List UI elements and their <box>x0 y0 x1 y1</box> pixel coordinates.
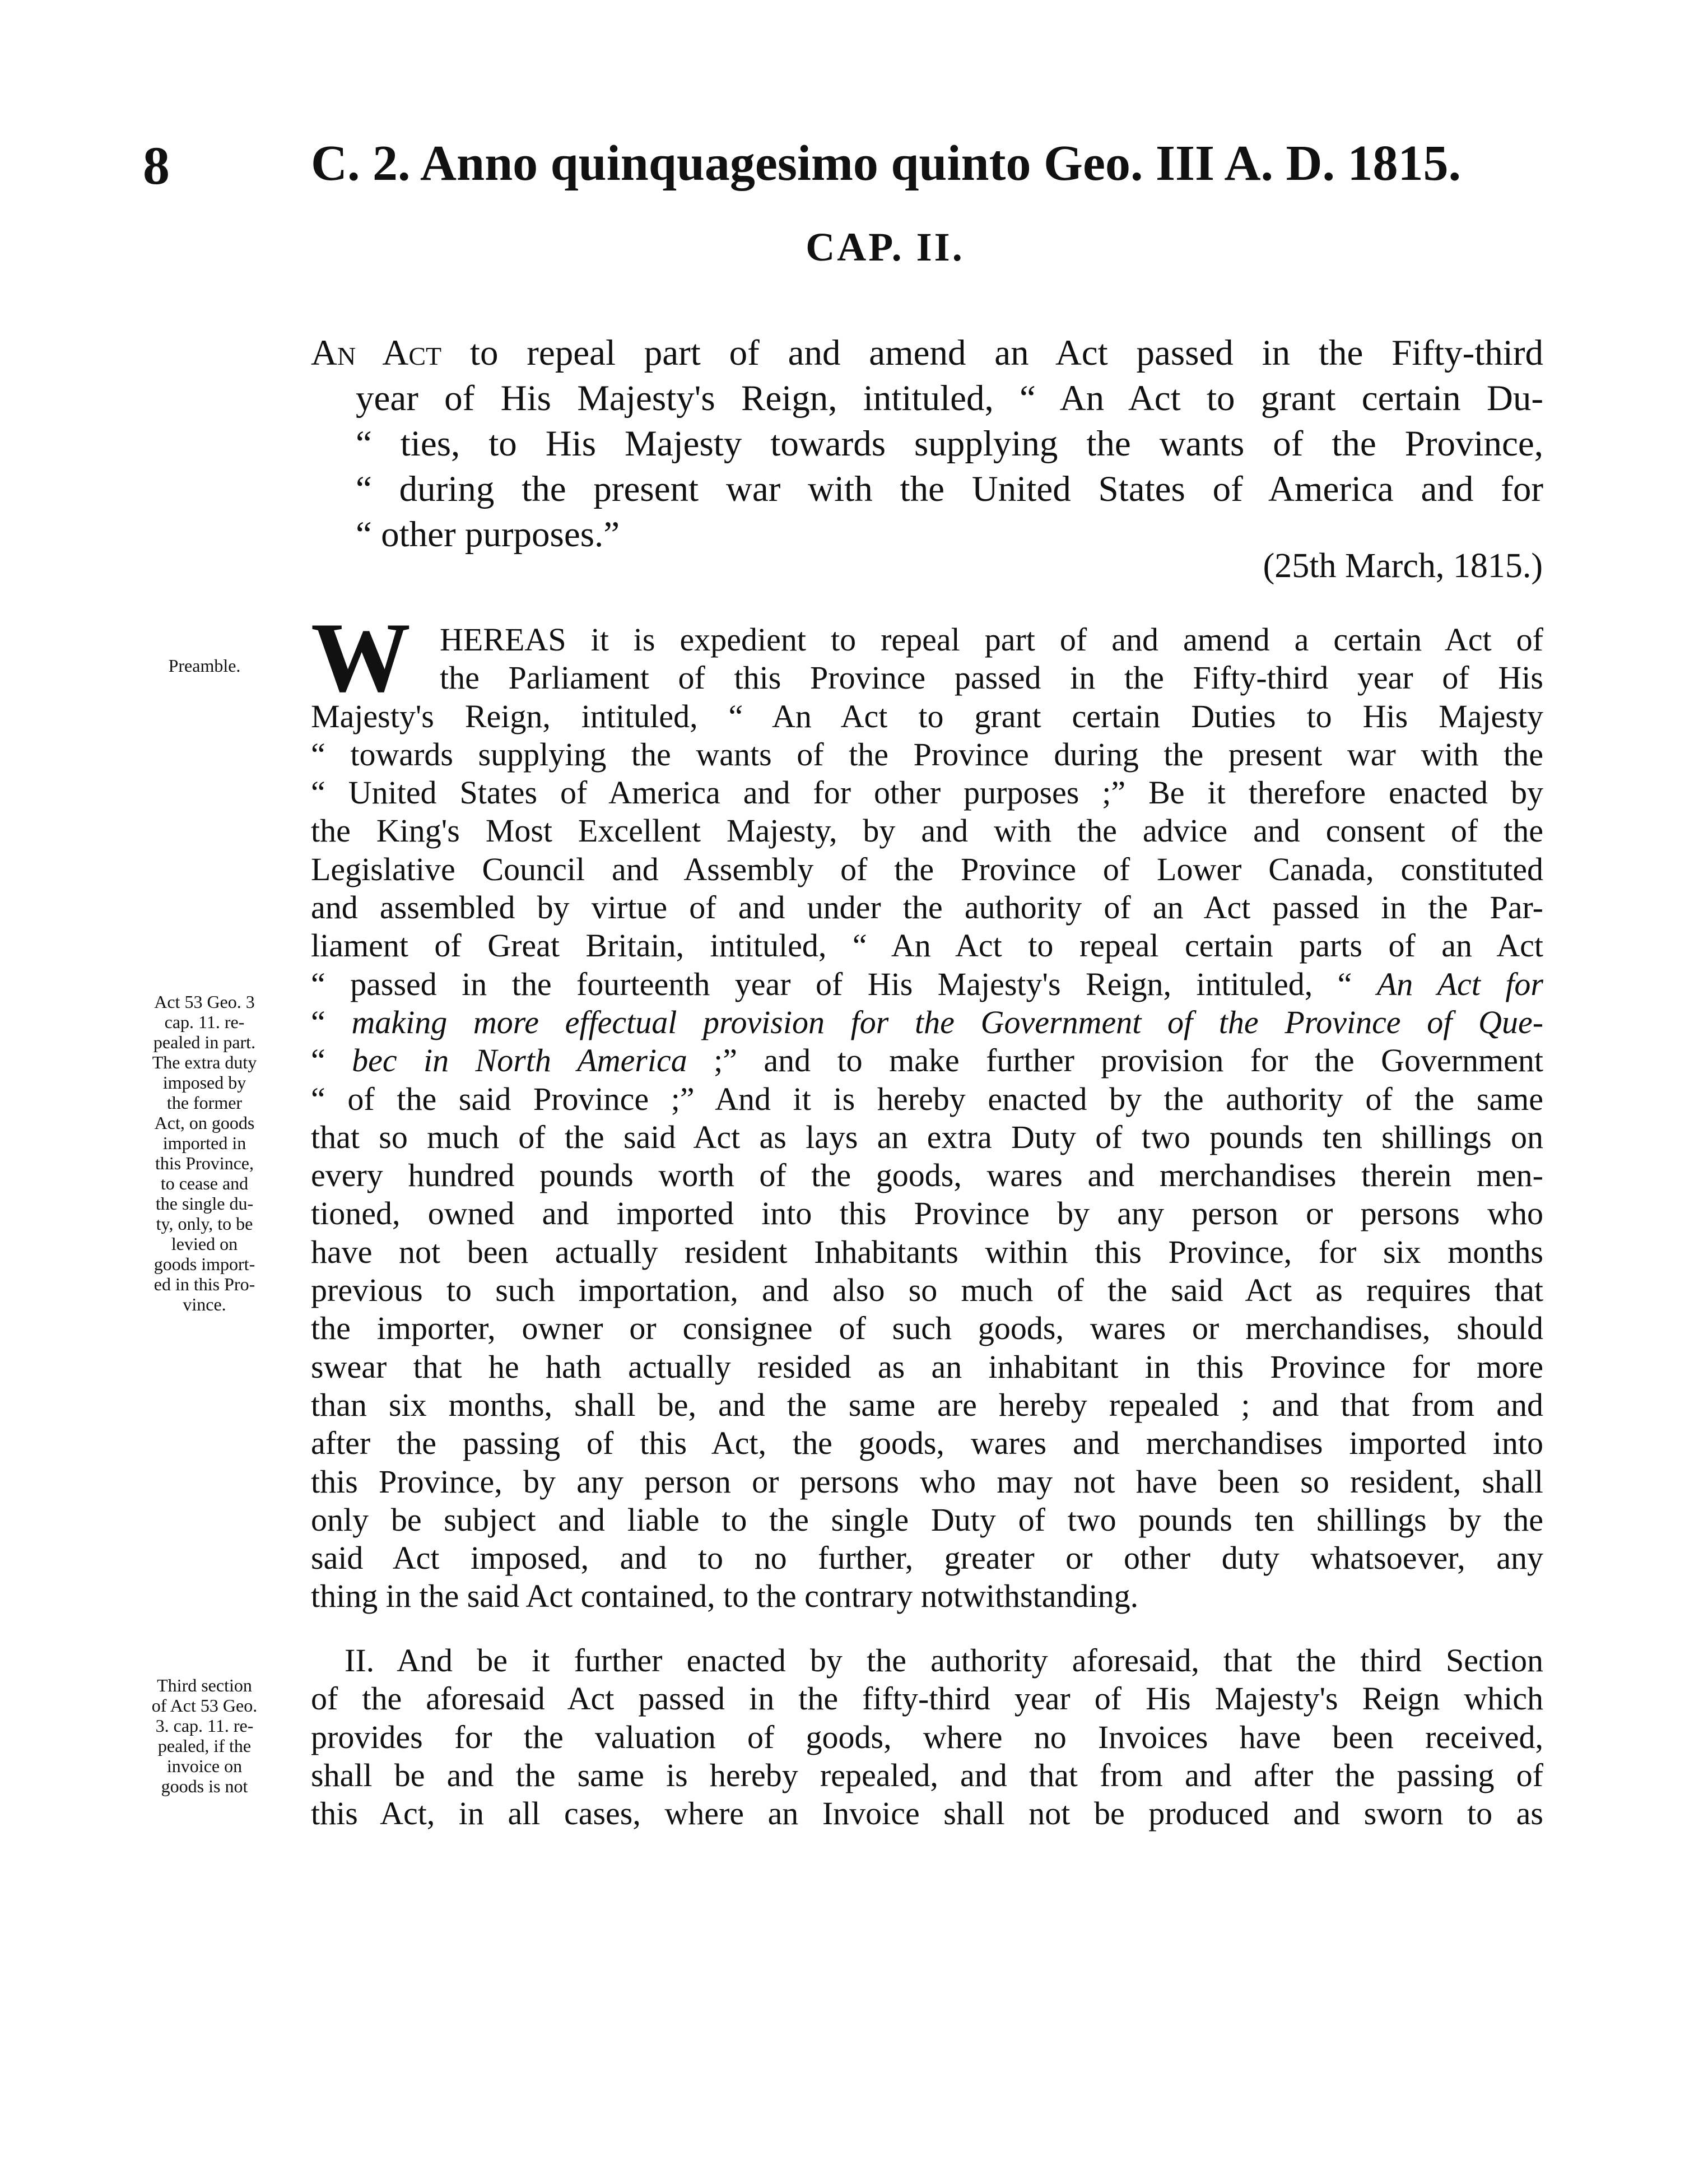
margin-note-line: Third section <box>157 1675 252 1695</box>
text-line: have not been actually resident Inhabitants within this Province, for six months <box>311 1233 1543 1270</box>
text-line: “ towards supplying the wants of the Province during the present war with the <box>311 736 1543 773</box>
margin-note-preamble <box>120 656 288 676</box>
text-line: every hundred pounds worth of the goods, wares and merchandises therein men- <box>311 1157 1543 1194</box>
margin-note-line: goods import- <box>153 1254 255 1274</box>
act-title-line: “ other purposes.” <box>356 514 620 555</box>
margin-note-line: the former <box>166 1093 243 1113</box>
margin-note-line: of Act 53 Geo. <box>151 1695 258 1716</box>
paragraph-section-2 <box>311 1642 1543 1833</box>
act-title-line: year of His Majesty's Reign, intituled, “ An Act to grant certain Du- <box>356 378 1543 419</box>
italic-text: bec in North America <box>352 1042 687 1079</box>
margin-note-line: ty, only, to be <box>156 1214 253 1234</box>
text-line: swear that he hath actually resided as an inhabitant in this Province for more <box>311 1348 1543 1385</box>
text-line: HEREAS it is expedient to repeal part of and amend a certain Act of <box>440 621 1543 658</box>
text-line: and assembled by virtue of and under the authority of an Act passed in the Par- <box>311 889 1543 926</box>
assent-date: (25th March, 1815.) <box>1263 547 1543 585</box>
running-header <box>143 134 1566 202</box>
margin-note-line: levied on <box>171 1234 238 1254</box>
margin-note-line: the single du- <box>155 1193 254 1214</box>
running-head-title: C. 2. Anno quinquagesimo quinto Geo. III A. D. 1815. <box>311 136 1462 191</box>
margin-note-line: cap. 11. re- <box>164 1012 245 1032</box>
text-line: liament of Great Britain, intituled, “ An Act to repeal certain parts of an Act <box>311 927 1543 964</box>
text-line: thing in the said Act contained, to the contrary notwithstanding. <box>311 1578 1139 1615</box>
margin-note-line: ed in this Pro- <box>153 1274 255 1294</box>
text-line: this Act, in all cases, where an Invoice shall not be produced and sworn to as <box>311 1795 1543 1832</box>
text-line: “ United States of America and for other purposes ;” Be it therefore enacted by <box>311 774 1543 811</box>
margin-note-line: Act, on goods <box>154 1113 255 1133</box>
margin-note-line: goods is not <box>161 1776 248 1796</box>
margin-note-line: The extra duty <box>152 1052 257 1072</box>
margin-note-line: vince. <box>183 1294 226 1314</box>
margin-note-line: pealed, if the <box>157 1736 252 1756</box>
act-title <box>311 331 1543 557</box>
margin-note-line: this Province, <box>155 1153 254 1173</box>
margin-note-line: invoice on <box>166 1756 243 1776</box>
text-line: than six months, shall be, and the same are hereby repealed ; and that from and <box>311 1386 1543 1423</box>
margin-note-line: pealed in part. <box>153 1032 256 1052</box>
act-title-line: “ during the present war with the United States of America and for <box>356 469 1543 509</box>
text-line: Majesty's Reign, intituled, “ An Act to grant certain Duties to His Majesty <box>311 698 1543 735</box>
margin-note-line: 3. cap. 11. re- <box>155 1716 254 1736</box>
text-line: the King's Most Excellent Majesty, by and with the advice and consent of the <box>311 812 1543 849</box>
paragraph-preamble-and-section-1 <box>311 621 1543 1616</box>
chapter-heading: CAP. II. <box>806 225 965 269</box>
text-line: “ of the said Province ;” And it is hereby enacted by the authority of the same <box>311 1080 1543 1117</box>
text-line: previous to such importation, and also so much of the said Act as requires that <box>311 1272 1543 1309</box>
text-line: shall be and the same is hereby repealed, and that from and after the passing of <box>311 1756 1543 1793</box>
text-line: only be subject and liable to the single Duty of two pounds ten shillings by the <box>311 1501 1543 1538</box>
text-line: of the aforesaid Act passed in the fifty-third year of His Majesty's Reign which <box>311 1680 1543 1717</box>
text-line: after the passing of this Act, the goods, wares and merchandises imported into <box>311 1425 1543 1462</box>
text-line: said Act imposed, and to no further, greater or other duty whatsoever, any <box>311 1540 1543 1577</box>
act-title-lead: An Act <box>311 333 442 373</box>
text-line: the Parliament of this Province passed in the Fifty-third year of His <box>440 659 1543 696</box>
italic-text: making more effectual provision for the Government of the Province of Que- <box>351 1003 1544 1040</box>
text-line: provides for the valuation of goods, where no Invoices have been received, <box>311 1718 1543 1755</box>
margin-note-line: Preamble. <box>168 656 241 676</box>
text-line: “ bec in North America ;” and to make further provision for the Government <box>311 1042 1543 1079</box>
act-title-line: “ ties, to His Majesty towards supplying the wants of the Province, <box>356 424 1543 464</box>
text-line: the importer, owner or consignee of such goods, wares or merchandises, should <box>311 1310 1543 1347</box>
text-line: that so much of the said Act as lays an extra Duty of two pounds ten shillings on <box>311 1118 1543 1155</box>
margin-note-line: to cease and <box>160 1173 249 1193</box>
margin-note-section-1 <box>120 992 288 1314</box>
margin-note-line: imposed by <box>162 1072 246 1093</box>
text-line: “ passed in the fourteenth year of His Majesty's Reign, intituled, “ An Act for <box>311 965 1544 1002</box>
text-line: Legislative Council and Assembly of the Province of Lower Canada, constituted <box>311 850 1543 887</box>
text-line: tioned, owned and imported into this Province by any person or persons who <box>311 1195 1543 1232</box>
act-title-line: An Act to repeal part of and amend an Act passed in the Fifty-third <box>311 333 1543 373</box>
text-line: “ making more effectual provision for the Government of the Province of Que- <box>311 1003 1544 1040</box>
text-line: this Province, by any person or persons who may not have been so resident, shall <box>311 1463 1543 1500</box>
margin-note-line: Act 53 Geo. 3 <box>154 992 255 1012</box>
page-number: 8 <box>143 136 170 196</box>
text-line: II. And be it further enacted by the authority aforesaid, that the third Section <box>345 1642 1543 1679</box>
margin-note-line: imported in <box>162 1133 246 1153</box>
drop-cap: W <box>311 602 411 713</box>
margin-note-section-2 <box>120 1675 288 1796</box>
italic-text: An Act for <box>1376 965 1544 1002</box>
